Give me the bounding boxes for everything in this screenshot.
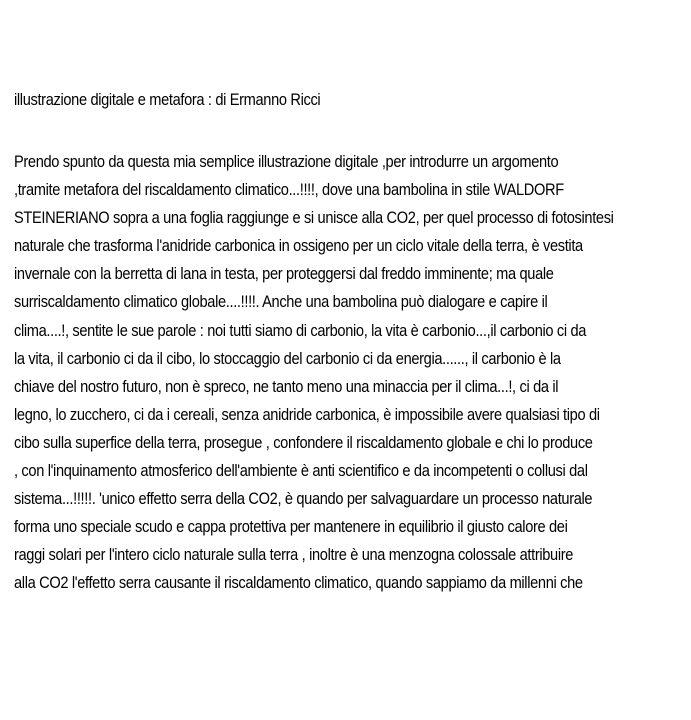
body-line: legno, lo zucchero, ci da i cereali, senza anidride carbonica, è impossibile avere qualsiasi tipo di xyxy=(14,404,600,424)
body-line: naturale che trasforma l'anidride carbonica in ossigeno per un ciclo vitale della terra, è vestita xyxy=(14,236,583,256)
body-line: chiave del nostro futuro, non è spreco, ne tanto meno una minaccia per il clima...!, ci da il xyxy=(14,376,559,396)
body-line: ,tramite metafora del riscaldamento climatico...!!!!, dove una bambolina in stile WALDORF xyxy=(14,180,564,200)
body-line: sistema...!!!!!. 'unico effetto serra della CO2, è quando per salvaguardare un processo naturale xyxy=(14,489,593,509)
document-title: illustrazione digitale e metafora : di Ermanno Ricci xyxy=(14,90,321,109)
body-line: clima....!, sentite le sue parole : noi tutti siamo di carbonio, la vita è carbonio...,il carbonio ci da xyxy=(14,320,587,340)
body-line: , con l'inquinamento atmosferico dell'ambiente è anti scientifico e da incompetenti o collusi dal xyxy=(14,461,588,481)
body-line: la vita, il carbonio ci da il cibo, lo stoccaggio del carbonio ci da energia......, il carbonio è la xyxy=(14,348,561,368)
body-line: surriscaldamento climatico globale....!!!!. Anche una bambolina può dialogare e capire il xyxy=(14,292,548,312)
body-line: Prendo spunto da questa mia semplice illustrazione digitale ,per introdurre un argomento xyxy=(14,152,559,171)
body-line: STEINERIANO sopra a una foglia raggiunge e si unisce alla CO2, per quel processo di fotosintesi xyxy=(14,208,614,228)
body-line: invernale con la berretta di lana in testa, per proteggersi dal freddo imminente; ma quale xyxy=(14,264,554,284)
body-line: raggi solari per l'intero ciclo naturale sulla terra , inoltre è una menzogna colossale attribuire xyxy=(14,545,574,565)
body-line: alla CO2 l'effetto serra causante il riscaldamento climatico, quando sappiamo da millenni che xyxy=(14,573,583,593)
body-line: forma uno speciale scudo e cappa protettiva per mantenere in equilibrio il giusto calore dei xyxy=(14,517,568,537)
body-line: cibo sulla superfice della terra, prosegue , confondere il riscaldamento globale e chi lo produce xyxy=(14,432,593,452)
document-body xyxy=(14,148,691,598)
